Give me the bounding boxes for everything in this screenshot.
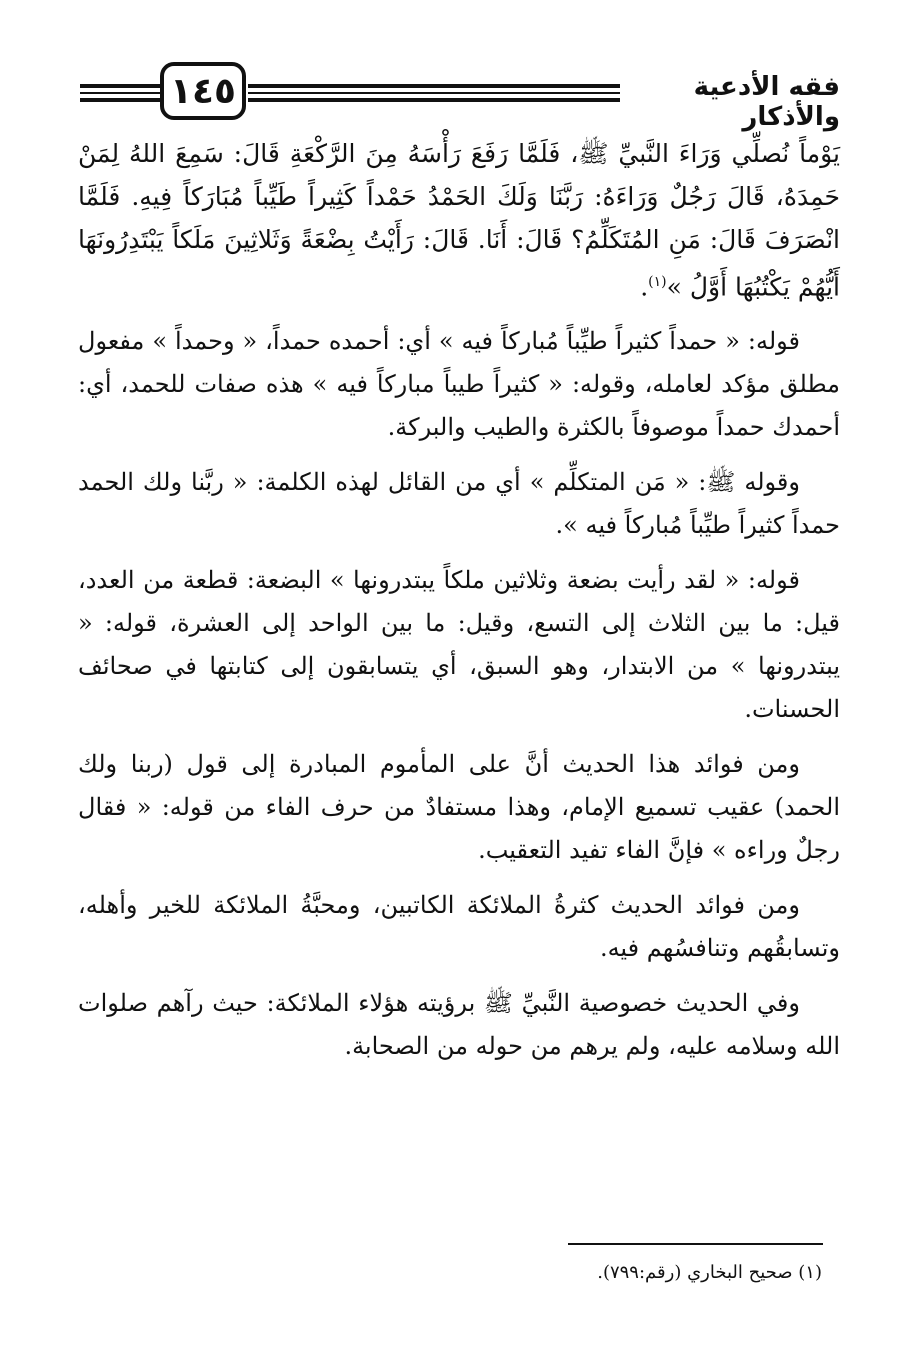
body-paragraph: وقوله ﷺ: « مَن المتكلِّم » أي من القائل لهذه الكلمة: « ربَّنا ولك الحمد حمداً كثيراً طيِّباً مُباركاً فيه ». — [78, 468, 840, 540]
body-paragraph: ومن فوائد الحديث كثرةُ الملائكة الكاتبين، ومحبَّةُ الملائكة للخير وأهله، وتسابقُهم وتنافسُهم فيه. — [78, 891, 840, 963]
hadith-paragraph: يَوْماً نُصلِّي وَرَاءَ النَّبيِّ ﷺ، فَلَمَّا رَفَعَ رَأْسَهُ مِنَ الرَّكْعَةِ قَالَ: سَمِعَ اللهُ لِمَنْ حَمِدَهُ، قَالَ رَجُلٌ وَرَاءَهُ: رَبَّنَا وَلَكَ الحَمْدُ حَمْداً كَثِيراً طَيِّباً مُبَارَكاً فِيهِ. فَلَمَّا انْصَرَفَ قَالَ: مَنِ المُتَكَلِّمُ؟ قَالَ: أَنَا. قَالَ: رَأَيْتُ بِضْعَةً وَثَلاثِينَ مَلَكاً يَبْتَدِرُونَهَا أَيُّهُمْ يَكْتُبُهَا أَوَّلُ »$^{(١)}$. — [78, 139, 840, 302]
page-body — [78, 132, 840, 1080]
header-rule — [80, 98, 160, 102]
footnote: (١) صحيح البخاري (رقم:٧٩٩). — [597, 1262, 822, 1283]
header-rule — [248, 98, 620, 102]
header-rule — [248, 92, 620, 94]
book-title: فقه الأدعية والأذكار — [693, 72, 840, 132]
body-paragraph: قوله: « لقد رأيت بضعة وثلاثين ملكاً يبتدرونها » البضعة: قطعة من العدد، قيل: ما بين الثلاث إلى التسع، وقيل: ما بين الواحد إلى العشرة، قوله: « يبتدرونها » من الابتدار، وهو السبق، أي يتسابقون إلى كتابتها في صحائف الحسنات. — [78, 566, 840, 724]
body-paragraph: قوله: « حمداً كثيراً طيِّباً مُباركاً فيه » أي: أحمده حمداً، « وحمداً » مفعول مطلق مؤكد لعامله، وقوله: « كثيراً طيباً مباركاً فيه » هذه صفات للحمد، أي: أحمدك حمداً موصوفاً بالكثرة والطيب والبركة. — [78, 327, 841, 442]
page-number: ١٤٥ — [160, 62, 246, 120]
body-paragraph: وفي الحديث خصوصية النَّبيِّ ﷺ برؤيته هؤلاء الملائكة: حيث رآهم صلوات الله وسلامه عليه، ولم يرهم من حوله من الصحابة. — [78, 989, 840, 1061]
footnote-divider — [568, 1243, 823, 1245]
header-rule — [80, 92, 160, 94]
footnote-marker: (١) — [648, 274, 667, 290]
header-rule — [80, 84, 160, 88]
page-header — [80, 62, 840, 132]
hadith-text: يَوْماً نُصلِّي وَرَاءَ النَّبيِّ ﷺ، فَلَمَّا رَفَعَ رَأْسَهُ مِنَ الرَّكْعَةِ قَالَ: سَمِعَ اللهُ لِمَنْ حَمِدَهُ، قَالَ رَجُلٌ وَرَاءَهُ: رَبَّنَا وَلَكَ الحَمْدُ حَمْداً كَثِيراً طَيِّباً مُبَارَكاً فِيهِ. فَلَمَّا انْصَرَفَ قَالَ: مَنِ المُتَكَلِّمُ؟ قَالَ: أَنَا. قَالَ: رَأَيْتُ بِضْعَةً وَثَلاثِينَ مَلَكاً يَبْتَدِرُونَهَا أَيُّهُمْ يَكْتُبُهَا أَوَّلُ » — [78, 139, 840, 302]
body-paragraph: ومن فوائد هذا الحديث أنَّ على المأموم المبادرة إلى قول (ربنا ولك الحمد) عقيب تسميع الإمام، وهذا مستفادٌ من حرف الفاء من قوله: « فقال رجلٌ وراءه » فإنَّ الفاء تفيد التعقيب. — [78, 750, 840, 865]
header-rule — [248, 84, 620, 88]
